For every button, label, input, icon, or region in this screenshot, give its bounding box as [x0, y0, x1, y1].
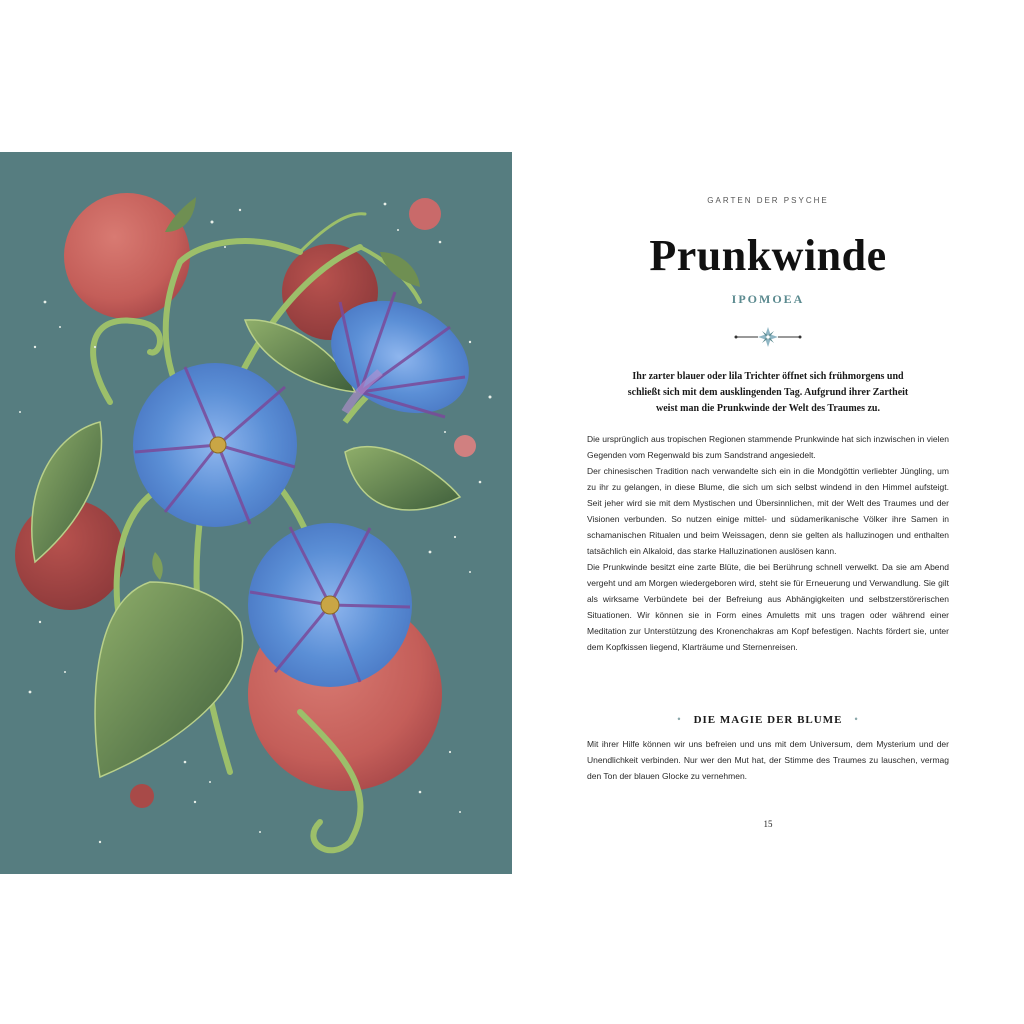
intro-line: Ihr zarter blauer oder lila Trichter öffnet sich frühmorgens und — [632, 371, 904, 382]
intro-line: schließt sich mit dem ausklingenden Tag. Aufgrund ihrer Zartheit — [627, 387, 909, 398]
page-number: 15 — [763, 819, 773, 829]
latin-name: IPOMOEA — [731, 292, 805, 306]
bullet-dot-icon: • — [854, 714, 859, 724]
bullet-dot-icon: • — [677, 714, 682, 724]
running-head: GARTEN DER PSYCHE — [707, 196, 829, 205]
body-text — [587, 431, 949, 655]
illustration-page — [0, 152, 512, 874]
flower-lower-center — [248, 523, 412, 687]
leaf-right — [345, 447, 460, 510]
paragraph: Die ursprünglich aus tropischen Regionen stammende Prunkwinde hat sich inzwischen in vielen Gegenden vom Regenwald bis zum Sandstrand angesiedelt. — [587, 434, 949, 460]
intro-text — [602, 369, 934, 417]
sphere-small-bottom-left — [130, 784, 154, 808]
flower-upper-right — [313, 279, 487, 434]
paragraph: Der chinesischen Tradition nach verwandelte sich ein in die Mondgöttin verliebter Jüngling, um zu ihr zu gelangen, in diese Blume, die sich um sich selbst windend in den Himmel aufsteigt. Seit jeher wird sie mit dem Mystischen und Übersinnlichen, mit der Welt des Traumes und der Visionen verbunden. So nutzen einige mittel- und südamerikanische Völker ihre Samen in schamanischen Ritualen und beim Weissagen, denn sie gelten als halluzinogen und enthalten tatsächlich ein Alkaloid, das starke Halluzinationen auslösen kann. — [587, 466, 949, 556]
intro-line: weist man die Prunkwinde der Welt des Traumes zu. — [656, 403, 880, 414]
flower-upper-left — [133, 363, 297, 527]
section-heading — [512, 714, 1024, 726]
sphere-small-right — [454, 435, 476, 457]
leaf-sprout — [152, 552, 162, 580]
morning-glory-illustration — [0, 152, 512, 874]
section-text: Mit ihrer Hilfe können wir uns befreien und uns mit dem Universum, dem Mysterium und der Unendlichkeit verbinden. Nur wer den Mut hat, der Stimme des Traumes zu lauschen, vermag den Ton der blauen Glocke zu vernehmen. — [587, 739, 949, 781]
book-spread — [0, 152, 1024, 874]
leaf-top-right-small — [380, 252, 420, 287]
paragraph: Die Prunkwinde besitzt eine zarte Blüte, die bei Berührung schnell verwelkt. Da sie am Abend vergeht und am Morgen wiedergeboren wird, steht sie für Erneuerung und Verwandlung. Sie gilt als wirksame Verbündete bei der Befreiung aus Abhängigkeiten und selbstzerstörerischen Situationen. Wir können sie in Form eines Amuletts mit uns tragen oder während einer Meditation zur Unterstützung des Kronenchakras am Kopf befestigen. Nachts fördert sie, unter dem Kopfkissen liegend, Klarträume und Sternenreisen. — [587, 562, 949, 652]
section-heading-label: DIE MAGIE DER BLUME — [693, 714, 843, 726]
text-page — [512, 152, 1024, 874]
page-title: Prunkwinde — [649, 231, 887, 280]
sphere-small-top-right — [409, 198, 441, 230]
flower-star-ornament-icon — [734, 325, 802, 349]
